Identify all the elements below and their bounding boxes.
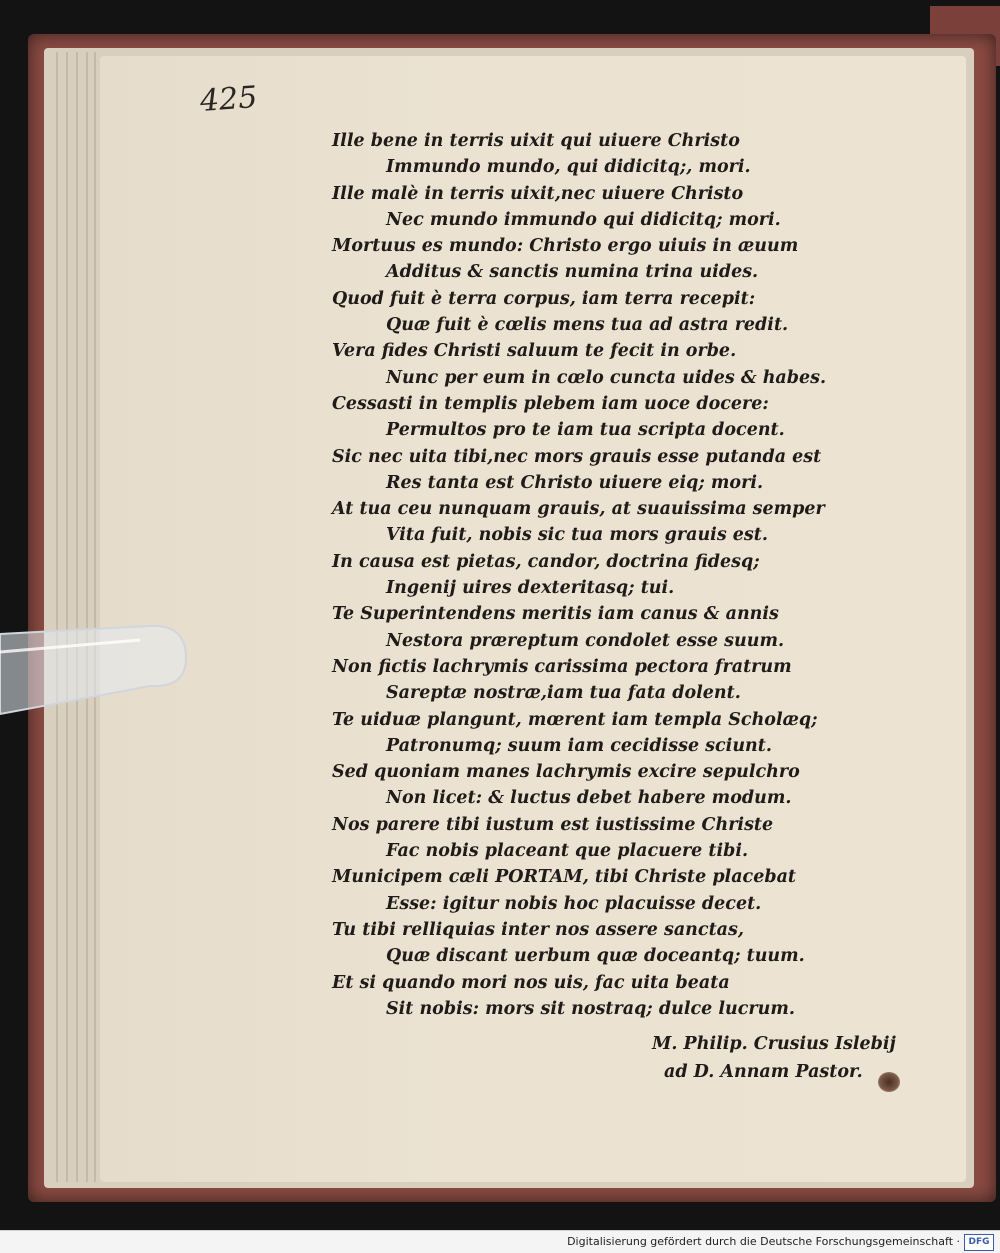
- poem-line: Additus & sanctis numina trina uides.: [386, 262, 759, 283]
- poem-line: At tua ceu nunquam grauis, at suauissima semper: [332, 499, 825, 520]
- page-edge: [66, 52, 68, 1182]
- poem-line: Quod fuit è terra corpus, iam terra recepit:: [332, 288, 756, 309]
- poem-line: Fac nobis placeant que placuere tibi.: [386, 841, 749, 862]
- poem-line: Quæ discant uerbum quæ doceantq; tuum.: [386, 946, 805, 967]
- poem-line: Patronumq; suum iam cecidisse sciunt.: [386, 735, 772, 756]
- signature-author: M. Philip. Crusius Islebij: [652, 1034, 896, 1054]
- folio-number: 425: [198, 80, 259, 119]
- poem-line: Nunc per eum in cœlo cuncta uides & habes.: [386, 367, 827, 388]
- signature-block: [652, 1030, 952, 1086]
- poem-line: Ille bene in terris uixit qui uiuere Christo: [332, 131, 740, 151]
- page-edge: [94, 52, 96, 1182]
- footer-credit: Digitalisierung gefördert durch die Deutsche Forschungsgemeinschaft ·: [567, 1235, 960, 1248]
- poem-line: Vita fuit, nobis sic tua mors grauis est.: [386, 525, 768, 546]
- poem-line: Te Superintendens meritis iam canus & annis: [332, 604, 779, 625]
- ink-stain: [878, 1072, 900, 1092]
- poem-line: Sareptæ nostræ,iam tua fata dolent.: [386, 683, 741, 704]
- footer-bar: [0, 1230, 1000, 1253]
- poem-line: Esse: igitur nobis hoc placuisse decet.: [386, 893, 762, 914]
- poem-line: Municipem cæli PORTAM, tibi Christe placebat: [332, 867, 796, 888]
- poem-line: Sit nobis: mors sit nostraq; dulce lucrum.: [386, 998, 795, 1019]
- poem-line: Cessasti in templis plebem iam uoce docere:: [332, 393, 769, 414]
- poem-line: Ingenij uires dexteritasq; tui.: [386, 578, 675, 599]
- poem-line: In causa est pietas, candor, doctrina fidesq;: [332, 551, 760, 572]
- poem-line: Tu tibi relliquias inter nos assere sanctas,: [332, 919, 744, 940]
- poem-line: Et si quando mori nos uis, fac uita beata: [332, 972, 730, 993]
- poem-line: Te uiduæ plangunt, mœrent iam templa Scholæq;: [332, 709, 818, 730]
- poem-line: Vera fides Christi saluum te fecit in orbe.: [332, 341, 737, 362]
- dfg-logo: DFG: [964, 1234, 994, 1251]
- poem-line: Sic nec uita tibi,nec mors grauis esse putanda est: [332, 446, 822, 467]
- poem-line: Quæ fuit è cœlis mens tua ad astra redit.: [386, 315, 789, 336]
- poem-text: [332, 128, 872, 1022]
- page-edge: [76, 52, 78, 1182]
- poem-line: Sed quoniam manes lachrymis excire sepulchro: [332, 762, 800, 783]
- poem-line: Nec mundo immundo qui didicitq; mori.: [386, 209, 781, 230]
- page-clip: [0, 622, 190, 722]
- page-edge: [56, 52, 58, 1182]
- poem-line: Nos parere tibi iustum est iustissime Christe: [332, 814, 774, 835]
- signature-title: ad D. Annam Pastor.: [664, 1062, 863, 1082]
- page-edge: [86, 52, 88, 1182]
- poem-line: Mortuus es mundo: Christo ergo uiuis in æuum: [332, 236, 799, 257]
- poem-line: Non fictis lachrymis carissima pectora fratrum: [332, 656, 792, 677]
- poem-line: Res tanta est Christo uiuere eiq; mori.: [386, 472, 764, 493]
- poem-line: Ille malè in terris uixit,nec uiuere Christo: [332, 183, 744, 204]
- poem-line: Nestora præreptum condolet esse suum.: [386, 630, 785, 651]
- poem-line: Permultos pro te iam tua scripta docent.: [386, 420, 785, 441]
- poem-line: Non licet: & luctus debet habere modum.: [386, 788, 792, 809]
- poem-line: Immundo mundo, qui didicitq;, mori.: [386, 157, 751, 178]
